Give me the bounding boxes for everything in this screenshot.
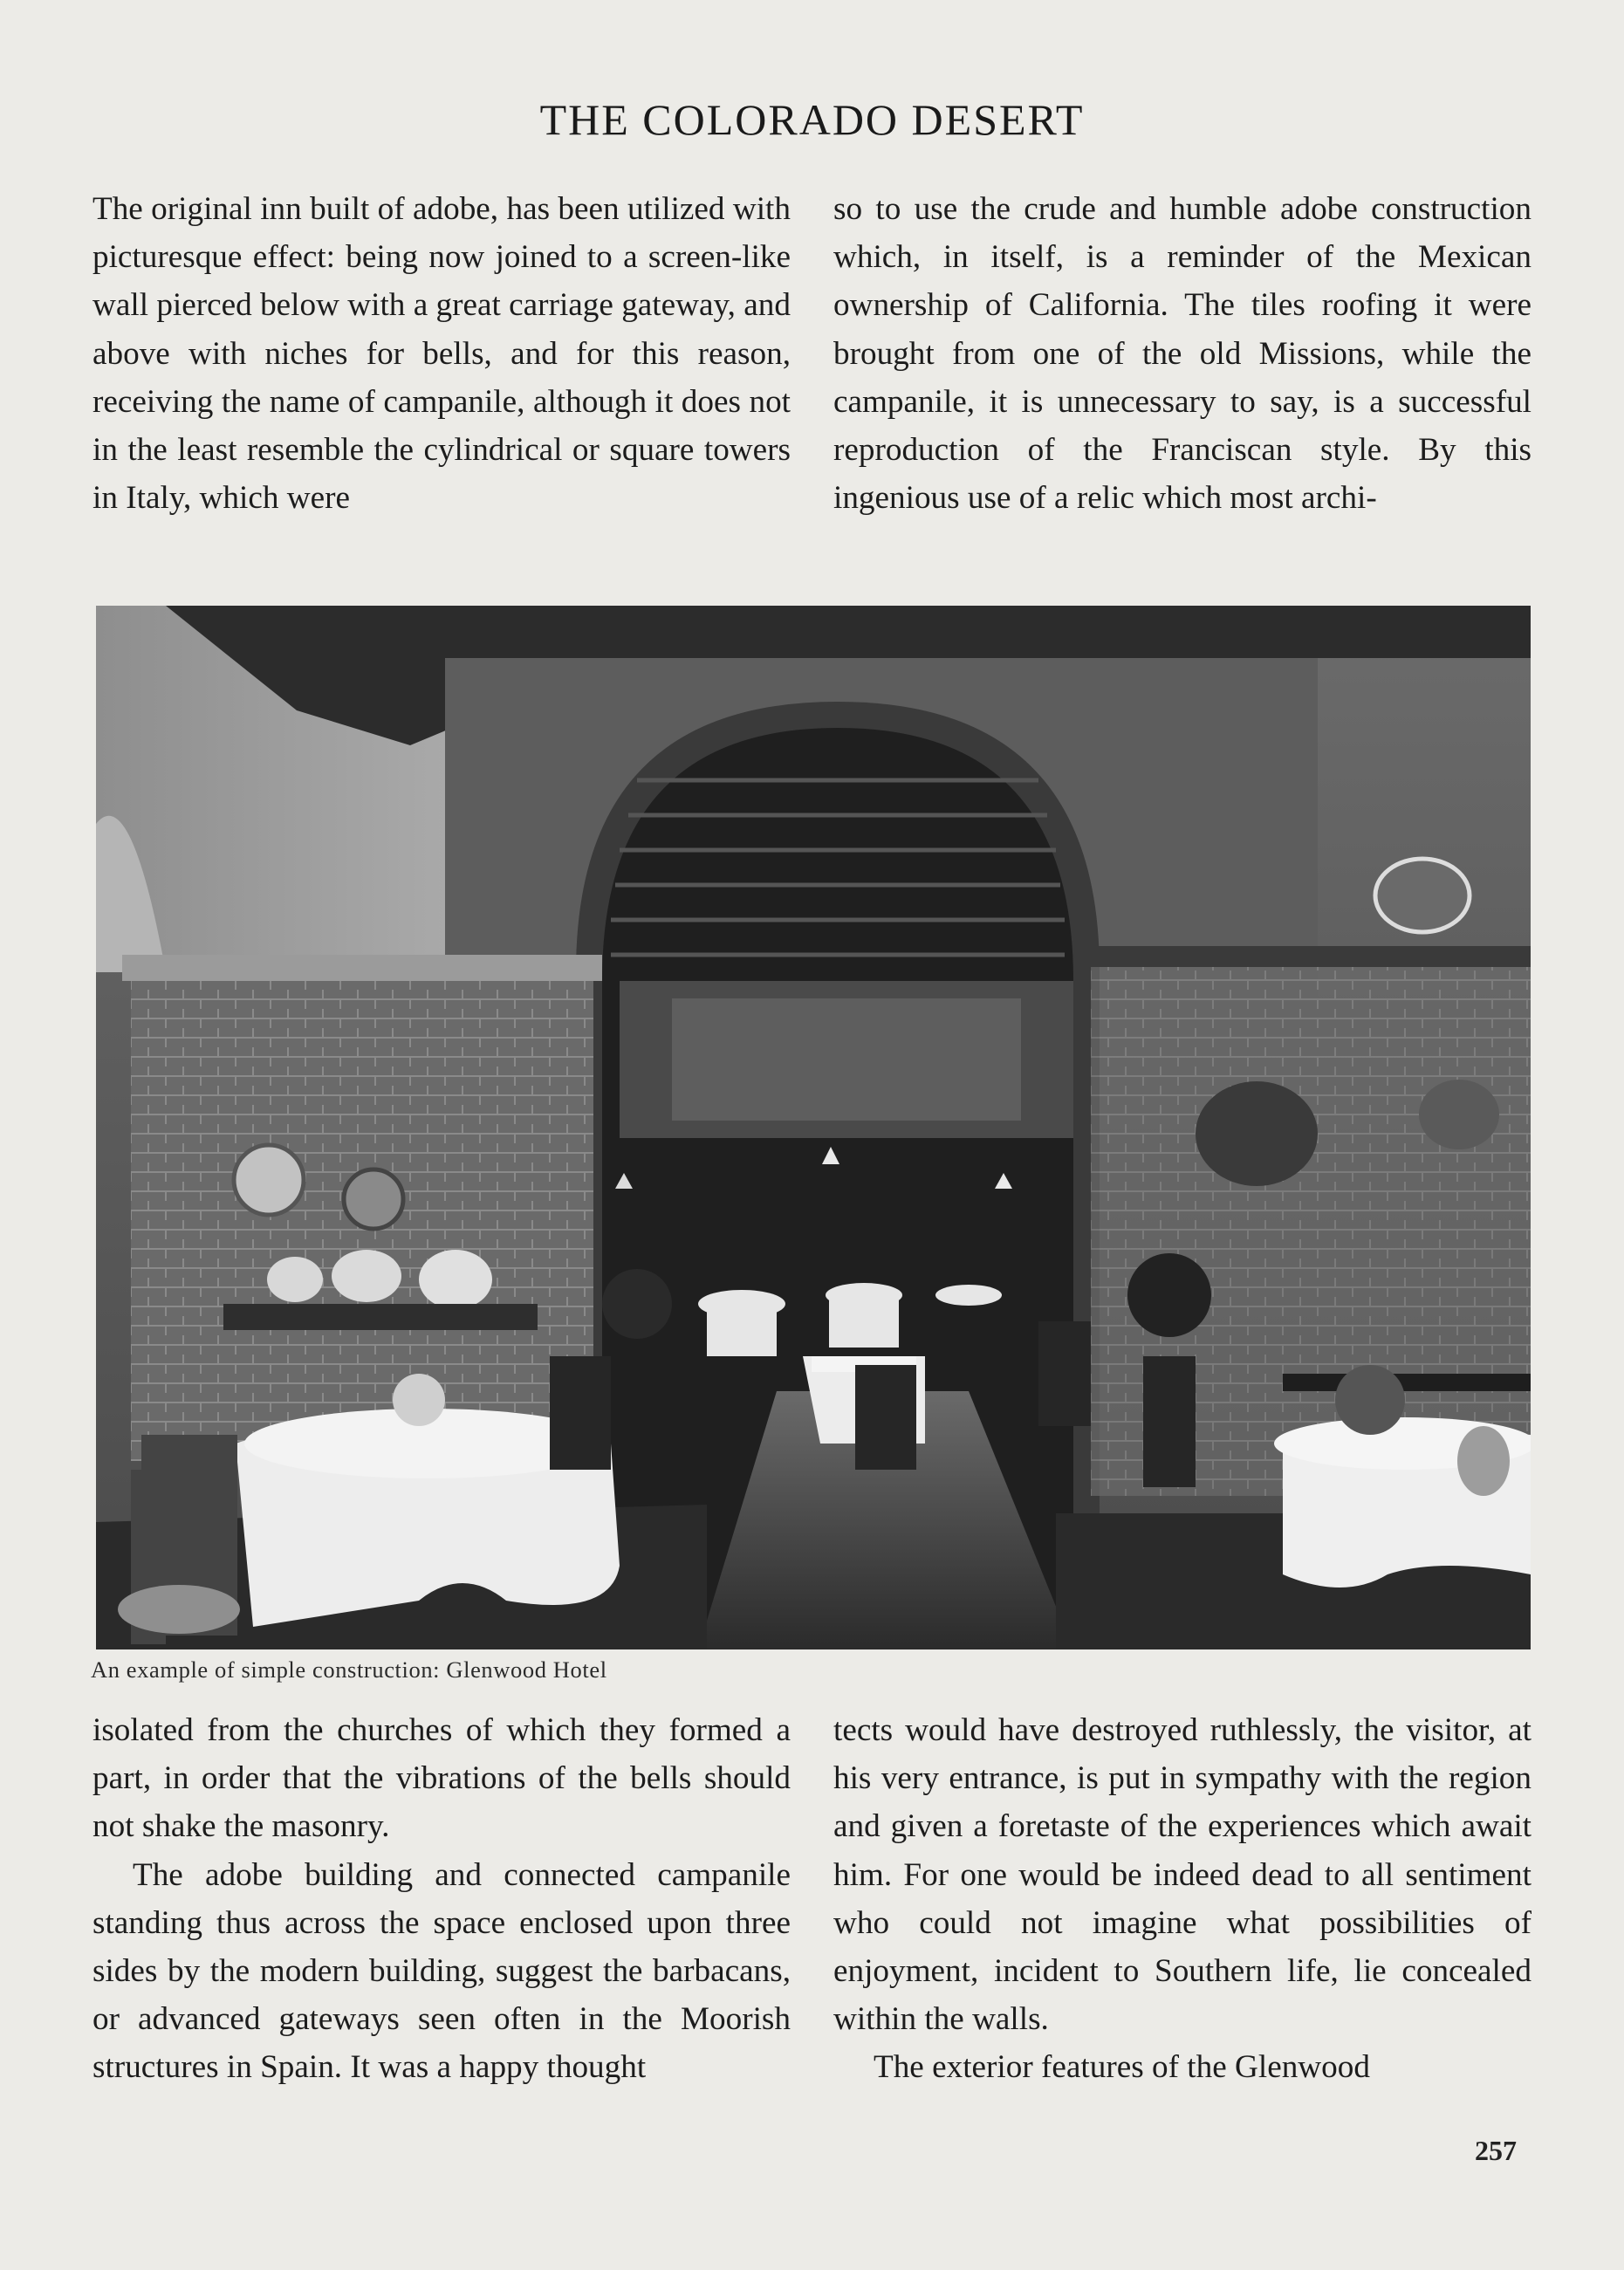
body-text-column-top-left <box>93 185 791 522</box>
page-title: THE COLORADO DESERT <box>539 95 1085 144</box>
dining-room-photograph <box>96 606 1531 1649</box>
paragraph: isolated from the churches of which they formed a part, in order that the vibrations of the bells should not shake the masonry. <box>93 1712 791 1845</box>
paragraph: The exterior features of the Glenwood <box>874 2049 1370 2086</box>
body-text-column-bottom-right <box>833 1706 1531 2092</box>
paragraph: The adobe building and connected campanile standing thus across the space enclosed upon three sides by the modern building, suggest the barbacans, or advanced gateways seen often in the Moorish structures in Spain. It was a happy thought <box>93 1856 791 2086</box>
paragraph: The original inn built of adobe, has been utilized with picturesque effect: being now joined to a screen-like wall pierced below with a great carriage gateway, and above with niches for bells, and for this reason, receiving the name of campanile, although it does not in the least resemble the cylindrical or square towers in Italy, which were <box>93 191 791 517</box>
body-text-column-top-right <box>833 185 1531 522</box>
paragraph: tects would have destroyed ruthlessly, the visitor, at his very entrance, is put in sympathy with the region and given a foretaste of the experiences which await him. For one would be indeed dead to all sentiment who could not imagine what possibilities of enjoyment, incident to Southern life, lie concealed within the walls. <box>833 1712 1531 2038</box>
paragraph: so to use the crude and humble adobe construction which, in itself, is a reminder of the Mexican ownership of California. The tiles roofing it were brought from one of the old Missions, while the campanile, it is unnecessary to say, is a successful reproduction of the Franciscan style. By this ingenious use of a relic which most archi- <box>833 191 1531 517</box>
page-number: 257 <box>1475 2135 1517 2166</box>
body-text-column-bottom-left <box>93 1706 791 2092</box>
figure-caption: An example of simple construction: Glenwood Hotel <box>91 1656 607 1683</box>
